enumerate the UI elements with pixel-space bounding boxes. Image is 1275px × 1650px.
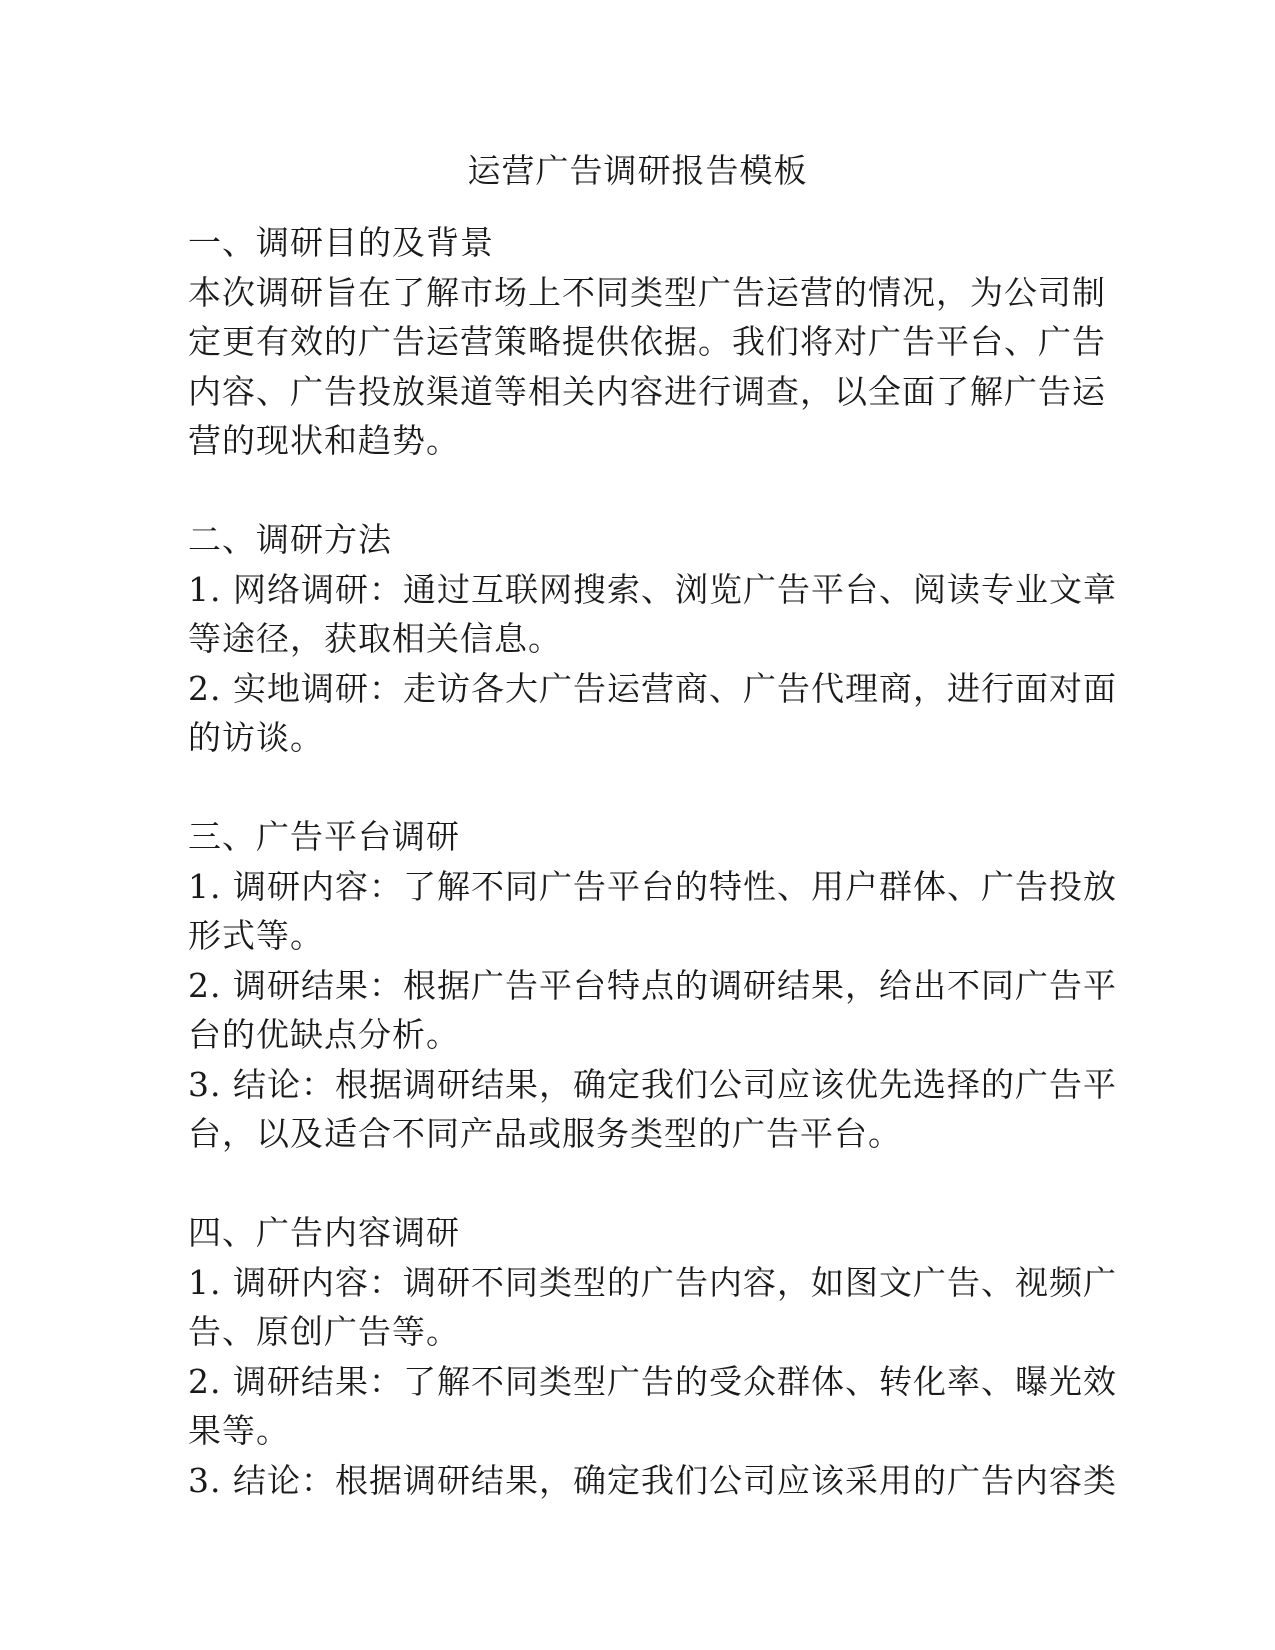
list-item-line: 等途径，获取相关信息。 [188,619,562,658]
paragraph-line: 内容、广告投放渠道等相关内容进行调查，以全面了解广告运 [188,371,1106,411]
heading-3: 三、广告平台调研 [188,817,460,856]
list-item-line: 告、原创广告等。 [188,1312,460,1351]
heading-2: 二、调研方法 [188,520,392,559]
paragraph-line: 营的现状和趋势。 [188,421,460,460]
list-item-line: 1. 调研内容：了解不同广告平台的特性、用户群体、广告投放 [188,866,1117,906]
list-item-line: 形式等。 [188,916,324,955]
paragraph-line: 本次调研旨在了解市场上不同类型广告运营的情况，为公司制 [188,272,1106,312]
blank-line [188,763,1092,813]
list-item-line: 3. 结论：根据调研结果，确定我们公司应该采用的广告内容类 [188,1460,1117,1500]
list-item-line: 1. 调研内容：调研不同类型的广告内容，如图文广告、视频广 [188,1262,1117,1302]
document-body [188,218,1117,1505]
list-item-line: 果等。 [188,1411,290,1450]
heading-1: 一、调研目的及背景 [188,223,494,262]
list-item-line: 台的优缺点分析。 [188,1015,460,1054]
list-item-line: 的访谈。 [188,718,324,757]
list-item-line: 3. 结论：根据调研结果，确定我们公司应该优先选择的广告平 [188,1064,1117,1104]
list-item-line: 2. 调研结果：根据广告平台特点的调研结果，给出不同广告平 [188,965,1117,1005]
document-title: 运营广告调研报告模板 [467,151,808,190]
list-item-line: 台，以及适合不同产品或服务类型的广告平台。 [188,1114,902,1153]
paragraph-line: 定更有效的广告运营策略提供依据。我们将对广告平台、广告 [188,322,1106,361]
heading-4: 四、广告内容调研 [188,1213,460,1252]
list-item-line: 2. 调研结果：了解不同类型广告的受众群体、转化率、曝光效 [188,1361,1117,1401]
blank-line [188,466,1092,516]
list-item-line: 2. 实地调研：走访各大广告运营商、广告代理商，进行面对面 [188,668,1117,708]
blank-line [188,1159,1092,1209]
list-item-line: 1. 网络调研：通过互联网搜索、浏览广告平台、阅读专业文章 [188,569,1117,609]
